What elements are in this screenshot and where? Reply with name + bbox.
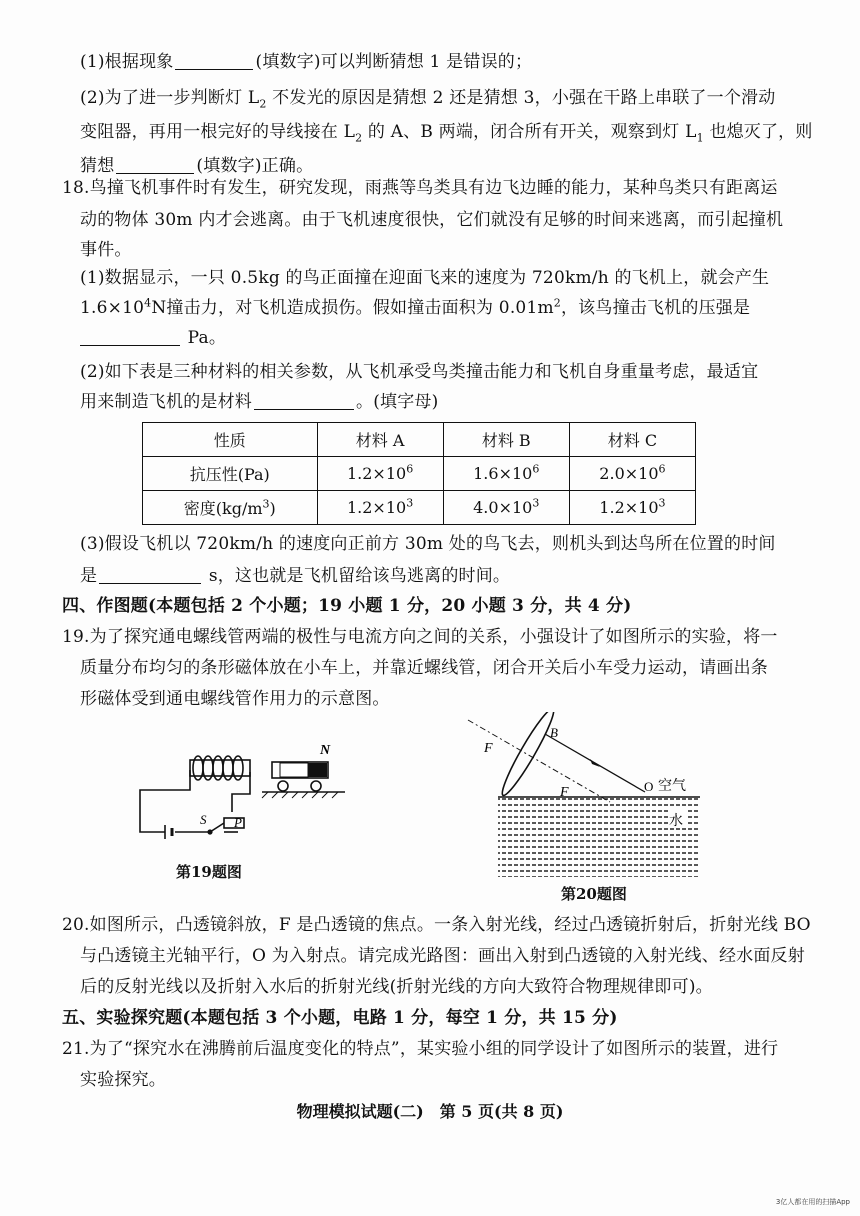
cell-mantissa: 1.2×10 (599, 498, 659, 517)
q18-intro-line3: 事件。 (80, 240, 132, 260)
q17-part1 (80, 52, 532, 72)
figure-20 (460, 712, 700, 882)
text: 1.6×10 (80, 298, 145, 318)
text: 的 A、B 两端，闭合所有开关，观察到灯 L (362, 122, 697, 142)
figure-20-caption: 第20题图 (561, 885, 627, 903)
label-p: P (234, 815, 242, 830)
q19-line1: 19.为了探究通电螺线管两端的极性与电流方向之间的关系，小强设计了如图所示的实验，将一 (62, 627, 778, 647)
q17-part2-line1 (80, 88, 776, 111)
q17-part2-line3 (80, 156, 313, 176)
superscript: 2 (553, 296, 561, 310)
q18-intro-line2: 动的物体 30m 内才会逃离。由于飞机速度很快，它们就没有足够的时间来逃离，而引起撞机 (80, 210, 784, 230)
cell-mantissa: 1.2×10 (346, 498, 407, 517)
answer-blank[interactable] (116, 157, 194, 174)
text: 用来制造飞机的是材料 (80, 392, 252, 412)
circuit-wire (140, 770, 190, 832)
table-cell (443, 457, 569, 491)
principal-axis (468, 720, 610, 802)
q19-line2: 质量分布均匀的条形磁体放在小车上，并靠近螺线管，闭合开关后小车受力运动，请画出条 (80, 658, 768, 678)
section-5-heading: 五、实验探究题(本题包括 3 个小题，电路 1 分，每空 1 分，共 15 分) (62, 1008, 618, 1028)
label-text: ) (269, 499, 276, 518)
table-cell (317, 457, 443, 491)
answer-blank[interactable] (254, 393, 354, 410)
text: s，这也就是飞机留给该鸟逃离的时间。 (208, 566, 511, 586)
table-cell (569, 457, 695, 491)
solenoid-core (190, 760, 250, 776)
q17-part2-line2 (80, 122, 813, 145)
table-row (143, 457, 696, 491)
table-row (143, 491, 696, 525)
table-header: 材料 B (443, 423, 569, 457)
label-water: 水 (669, 813, 683, 829)
cell-mantissa: 4.0×10 (473, 498, 533, 517)
figure-19-caption: 第19题图 (176, 863, 242, 881)
label-f1: F (484, 741, 493, 756)
label-o: O (644, 779, 654, 794)
label-air: 空气 (658, 778, 686, 794)
q18-part1-line2 (80, 298, 750, 318)
scanner-watermark: 3亿人都在用的扫描App (775, 1198, 850, 1206)
arrow-head (590, 759, 600, 767)
table-header-row (143, 423, 696, 457)
q18-part3-line1: (3)假设飞机以 720km/h 的速度向正前方 30m 处的鸟飞去，则机头到达鸟所在位置的时间 (80, 534, 776, 554)
q18-part3-line2 (80, 566, 510, 586)
q20-line1: 20.如图所示，凸透镜斜放，F 是凸透镜的焦点。一条入射光线，经过凸透镜折射后，折射光线 BO (62, 915, 811, 935)
switch-lever (210, 823, 224, 832)
bar-magnet-n (308, 763, 327, 777)
q20-line2: 与凸透镜主光轴平行，O 为入射点。请完成光路图：画出入射到凸透镜的入射光线、经水面反射 (80, 946, 805, 966)
label-sup: 3 (262, 497, 270, 511)
text: 。(填字母) (356, 392, 439, 412)
label-n: N (320, 743, 331, 758)
superscript: 4 (144, 296, 152, 310)
table-cell (569, 491, 695, 525)
subscript: 2 (355, 131, 363, 145)
table-cell (443, 491, 569, 525)
cart-wheel (278, 781, 288, 791)
q17-part1-text-end: (填数字)可以判断猜想 1 是错误的； (255, 52, 533, 72)
text: 猜想 (80, 156, 115, 176)
text: 不发光的原因是猜想 2 还是猜想 3，小强在干路上串联了一个滑动 (266, 88, 776, 108)
q21-line1: 21.为了“探究水在沸腾前后温度变化的特点”，某实验小组的同学设计了如图所示的装置，进行 (62, 1039, 779, 1059)
q21-line2: 实验探究。 (80, 1070, 166, 1090)
q18-part1-line1: (1)数据显示，一只 0.5kg 的鸟正面撞在迎面飞来的速度为 720km/h 的飞机上，就会产生 (80, 268, 770, 288)
subscript: 2 (259, 97, 267, 111)
text: 变阻器，再用一根完好的导线接在 L (80, 122, 356, 142)
text: 是 (80, 566, 98, 586)
cell-exponent: 6 (406, 462, 414, 476)
text: (填数字)正确。 (196, 156, 314, 176)
cell-exponent: 6 (532, 462, 540, 476)
text: Pa。 (187, 328, 227, 348)
subscript: 1 (696, 131, 704, 145)
water-region (498, 797, 700, 877)
q18-part2-line2 (80, 392, 438, 412)
answer-blank[interactable] (80, 329, 180, 346)
q17-part1-text: (1)根据现象 (80, 52, 174, 72)
text: 也熄灭了，则 (703, 122, 813, 142)
table-header: 性质 (143, 423, 318, 457)
page-footer: 物理模拟试题(二) 第 5 页(共 8 页) (296, 1102, 564, 1121)
section-4-heading: 四、作图题(本题包括 2 个小题；19 小题 1 分，20 小题 3 分，共 4 分) (62, 596, 632, 616)
q19-line3: 形磁体受到通电螺线管作用力的示意图。 (80, 689, 390, 709)
cell-exponent: 6 (658, 462, 666, 476)
figure-19 (120, 732, 360, 862)
materials-table (142, 422, 696, 525)
cell-exponent: 3 (532, 496, 540, 510)
cell-exponent: 3 (406, 496, 414, 510)
bar-magnet-s (280, 763, 308, 777)
answer-blank[interactable] (99, 567, 201, 584)
q18-intro-line1: 18.鸟撞飞机事件时有发生，研究发现，雨燕等鸟类具有边飞边睡的能力，某种鸟类只有距离运 (62, 178, 778, 198)
label-b: B (550, 725, 558, 740)
q18-part1-line3 (80, 328, 226, 348)
table-header: 材料 C (569, 423, 695, 457)
cell-exponent: 3 (658, 496, 666, 510)
label-s: S (200, 812, 207, 827)
label-text: 密度(kg/m (183, 499, 263, 518)
table-row-label (143, 491, 318, 525)
text: ，该鸟撞击飞机的压强是 (560, 298, 751, 318)
label-f2: F (560, 785, 569, 800)
table-header: 材料 A (317, 423, 443, 457)
cell-mantissa: 1.6×10 (473, 464, 533, 483)
q18-part2-line1: (2)如下表是三种材料的相关参数，从飞机承受鸟类撞击能力和飞机自身重量考虑，最适宜 (80, 362, 759, 382)
text: N撞击力，对飞机造成损伤。假如撞击面积为 0.01m (151, 298, 554, 318)
q20-line3: 后的反射光线以及折射入水后的折射光线(折射光线的方向大致符合物理规律即可)。 (80, 977, 713, 997)
cell-mantissa: 2.0×10 (599, 464, 659, 483)
answer-blank[interactable] (175, 53, 253, 70)
cell-mantissa: 1.2×10 (346, 464, 407, 483)
table-row-label: 抗压性(Pa) (143, 457, 318, 491)
text: (2)为了进一步判断灯 L (80, 88, 260, 108)
cart-wheel (311, 781, 321, 791)
table-cell (317, 491, 443, 525)
